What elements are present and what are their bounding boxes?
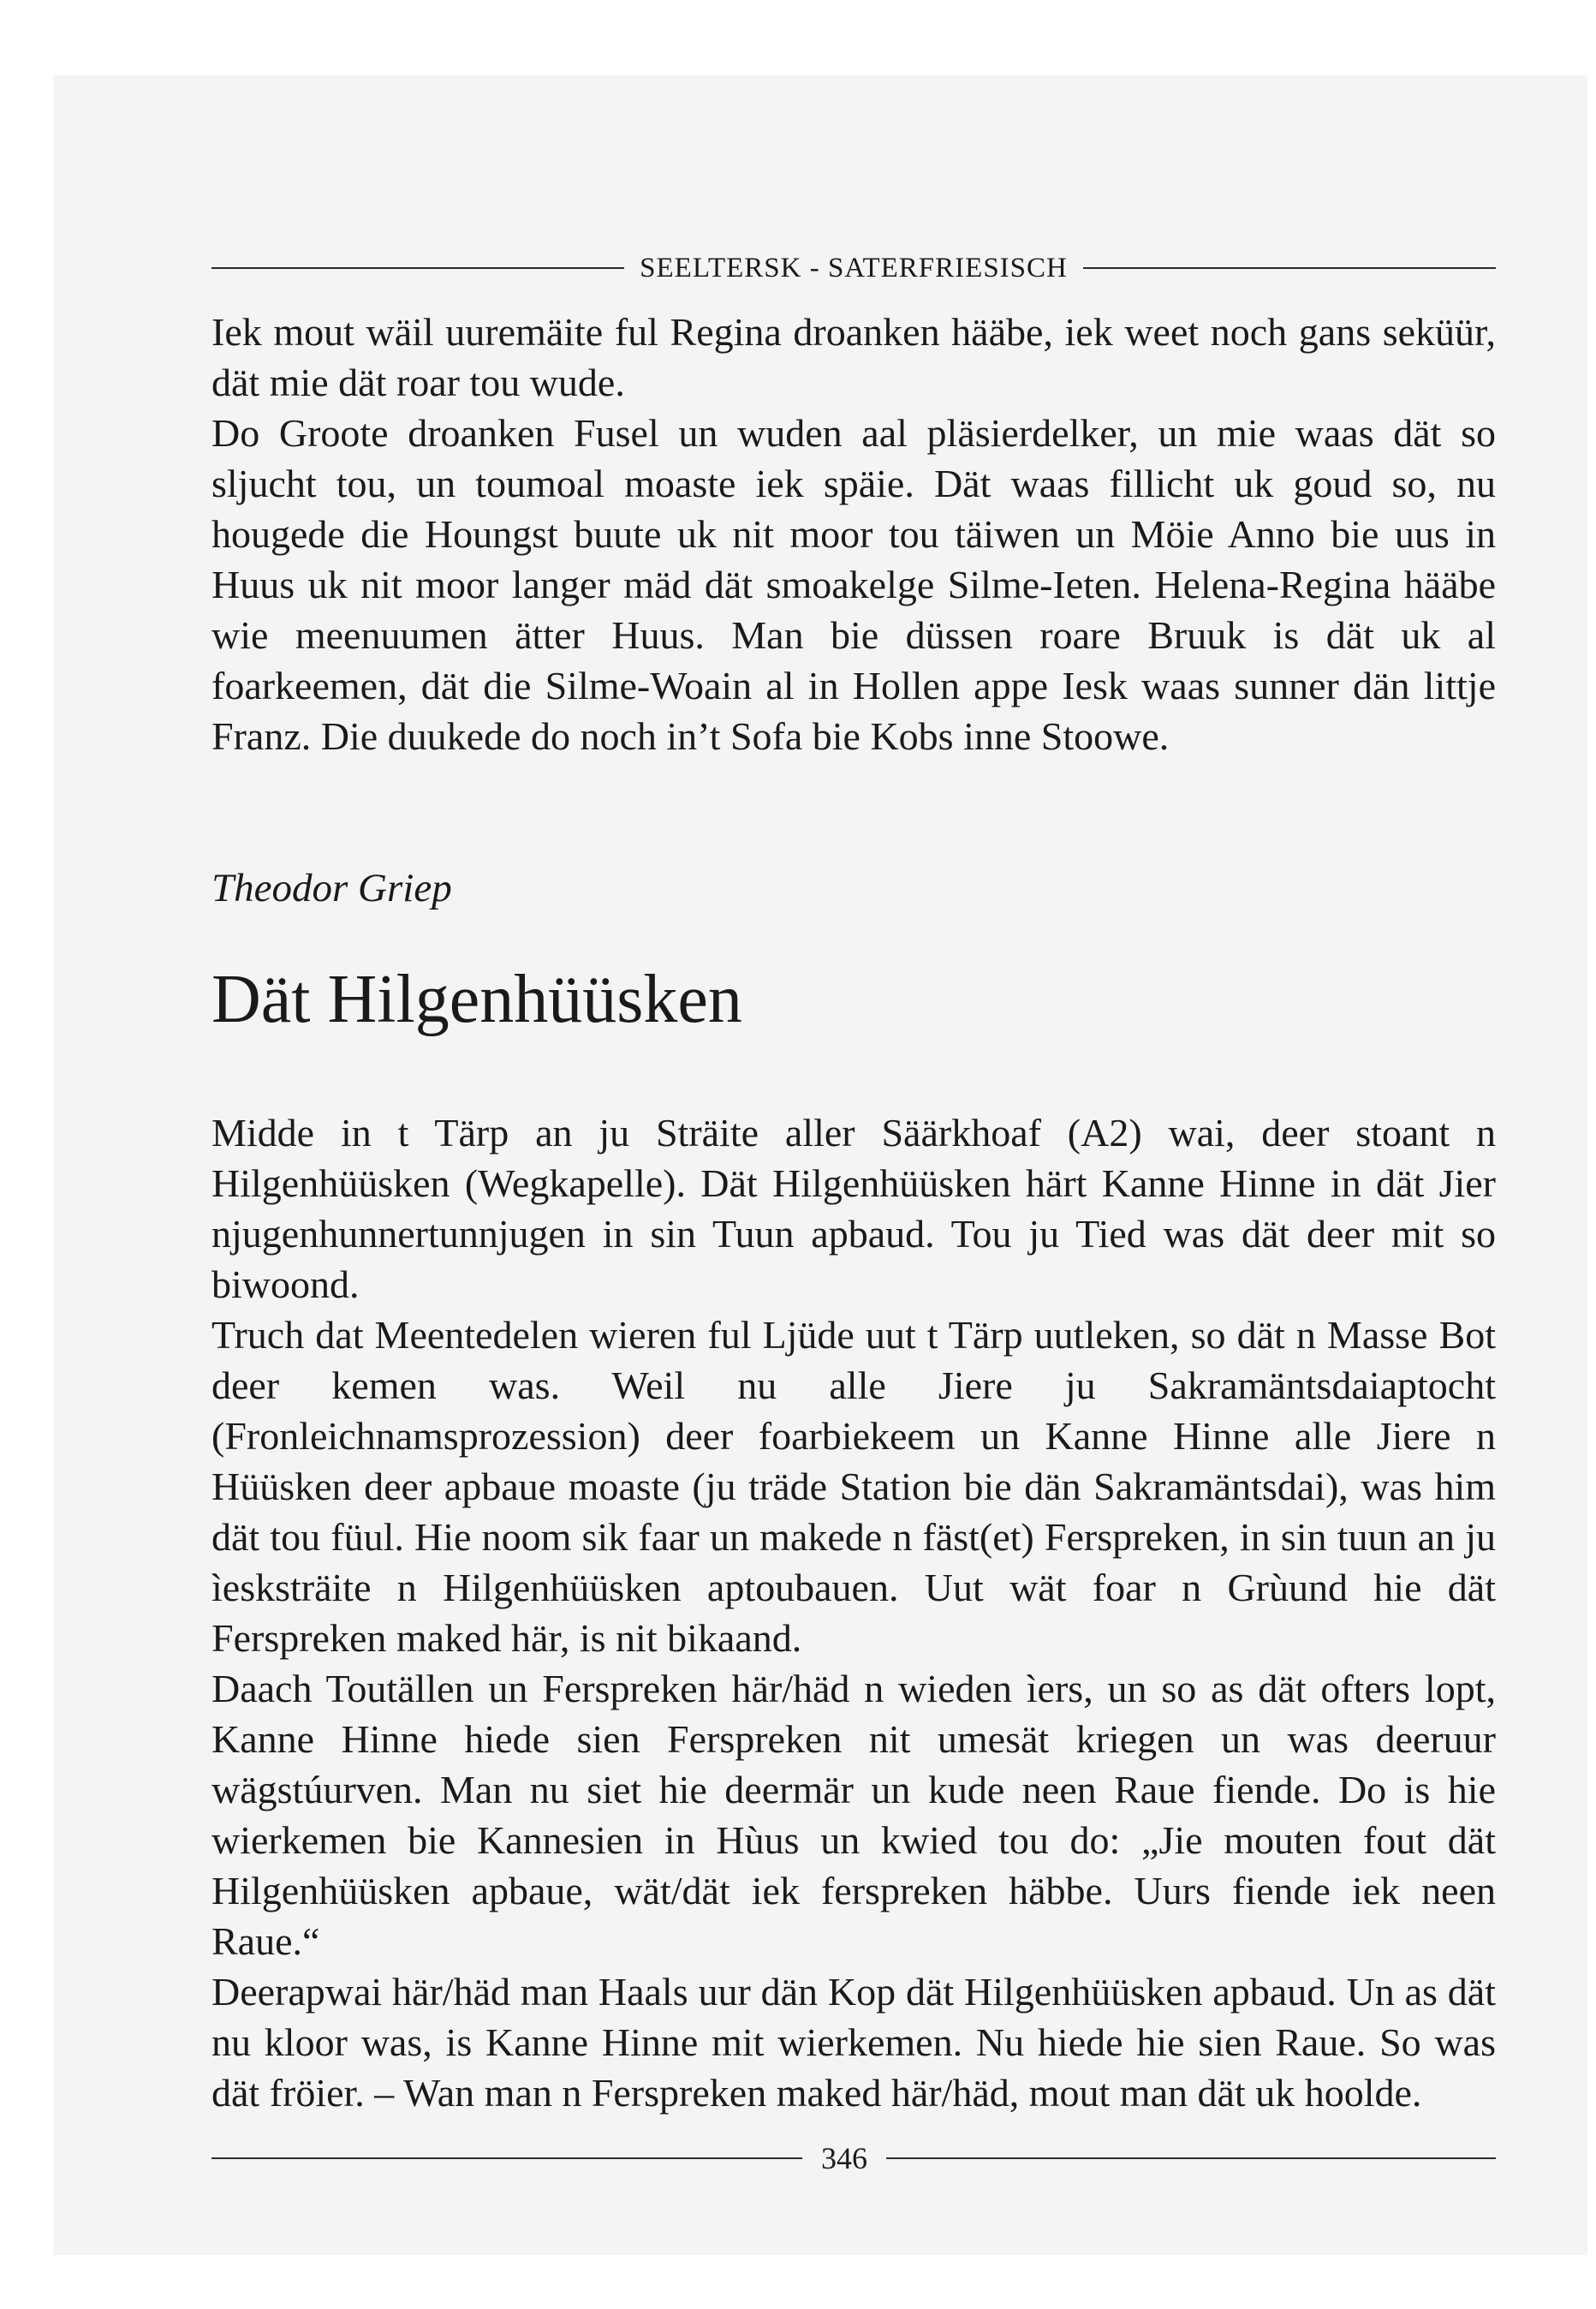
page-sheet: [53, 75, 1587, 2255]
footer-rule-left: [211, 2157, 802, 2159]
paragraph: Deerapwai här/häd man Haals uur dän Kop dät Hilgenhüüsken apbaud. Un as dät nu kloor was, is Kanne Hinne mit wierkemen. Nu hiede hie sien Raue. So was dät fröier. – Wan man n Ferspreken maked här/häd, mout man dät uk hoolde.: [211, 1970, 1496, 2115]
running-header: [211, 247, 1496, 289]
article-title: Dät Hilgenhüüsken: [211, 962, 742, 1037]
paragraph: Daach Toutällen un Ferspreken här/häd n wieden ìers, un so as dät ofters lopt, Kanne Hinne hiede sien Ferspreken nit umesät kriegen un was deeruur wägstúurven. Man nu siet hie deermär un kude neen Raue fiende. Do is hie wierkemen bie Kannesien in Hùus un kwied tou do: „Jie mouten fout dät Hilgenhüüsken apbaue, wät/dät iek ferspreken häbbe. Uurs fiende iek neen Raue.“: [211, 1667, 1496, 1963]
paragraph: Iek mout wäil uuremäite ful Regina droanken hääbe, iek weet noch gans seküür, dät mie dät roar tou wude.: [211, 310, 1496, 404]
previous-section-text: [211, 307, 1496, 761]
page-number: 346: [821, 2141, 867, 2175]
article-author: Theodor Griep: [211, 866, 452, 910]
article-body: [211, 1107, 1496, 2118]
running-title: SEELTERSK - SATERFRIESISCH: [640, 252, 1068, 283]
paragraph: Do Groote droanken Fusel un wuden aal pläsierdelker, un mie waas dät so sljucht tou, un toumoal moaste iek späie. Dät waas fillicht uk goud so, nu hougede die Houngst buute uk nit moor tou täiwen un Möie Anno bie uus in Huus uk nit moor langer mäd dät smoakelge Silme-Ieten. Helena-Regina hääbe wie meenuumen ätter Huus. Man bie düssen roare Bruuk is dät uk al foarkeemen, dät die Silme-Woain al in Hollen appe Iesk waas sunner dän littje Franz. Die duukede do noch in’t Sofa bie Kobs inne Stoowe.: [211, 411, 1496, 758]
header-rule-left: [211, 267, 624, 269]
footer-rule-right: [886, 2157, 1496, 2159]
paragraph: Truch dat Meentedelen wieren ful Ljüde uut t Tärp uutleken, so dät n Masse Bot deer kemen was. Weil nu alle Jiere ju Sakramäntsdaiaptocht (Fronleichnamsprozession) deer foarbiekeem un Kanne Hinne alle Jiere n Hüüsken deer apbaue moaste (ju träde Station bie dän Sakramäntsdai), was him dät tou füul. Hie noom sik faar un makede n fäst(et) Ferspreken, in sin tuun an ju ìesksträite n Hilgenhüüsken aptoubauen. Uut wät foar n Grùund hie dät Ferspreken maked här, is nit bikaand.: [211, 1313, 1496, 1660]
paragraph: Midde in t Tärp an ju Sträite aller Säärkhoaf (A2) wai, deer stoant n Hilgenhüüsken (Wegkapelle). Dät Hilgenhüüsken härt Kanne Hinne in dät Jier njugenhunnertunnjugen in sin Tuun apbaud. Tou ju Tied was dät deer mit so biwoond.: [211, 1111, 1496, 1306]
header-rule-right: [1083, 267, 1496, 269]
page-content: [211, 247, 1496, 2180]
page-footer: [211, 2137, 1496, 2180]
